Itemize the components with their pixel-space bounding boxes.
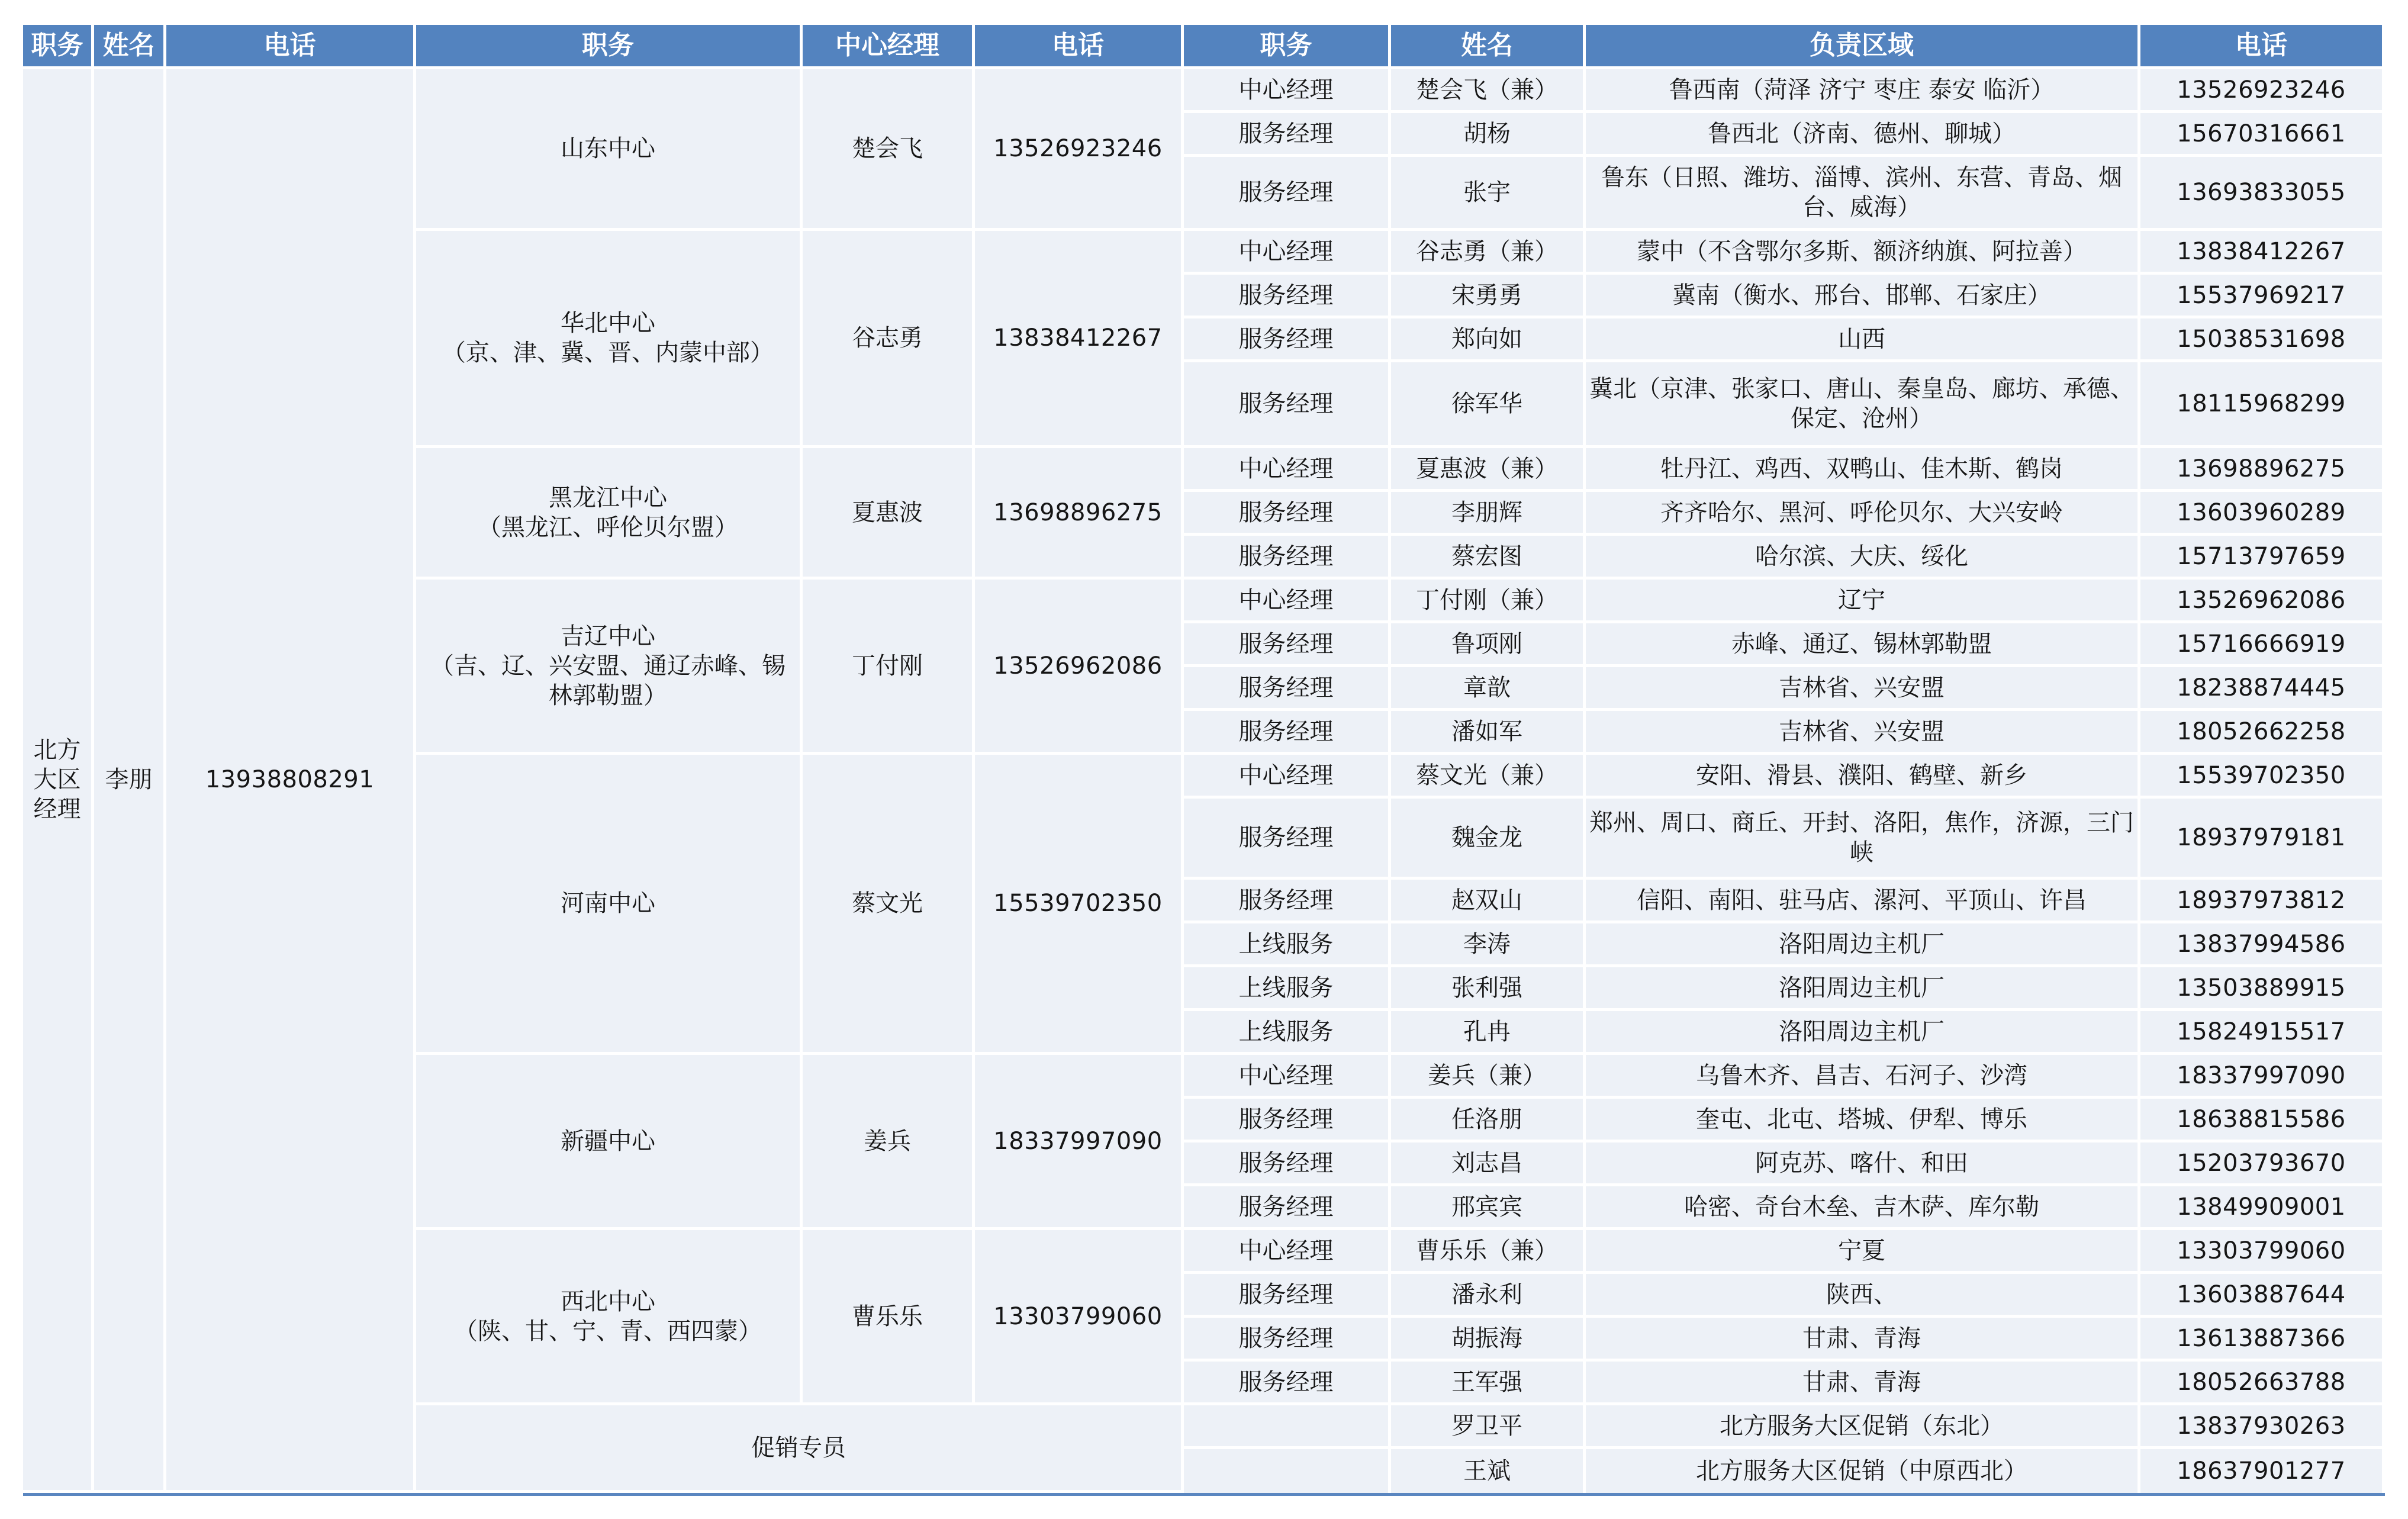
staff-phone: 18637901277 bbox=[2140, 1449, 2385, 1493]
staff-phone: 13526923246 bbox=[2140, 69, 2385, 113]
header-area: 负责区域 bbox=[1586, 25, 2140, 69]
staff-name: 郑向如 bbox=[1391, 318, 1586, 362]
center-phone: 13303799060 bbox=[975, 1230, 1184, 1405]
center-name bbox=[416, 1230, 803, 1405]
center-manager: 夏惠波 bbox=[803, 448, 975, 580]
staff-phone: 15670316661 bbox=[2140, 113, 2385, 157]
center-phone: 13526962086 bbox=[975, 580, 1184, 755]
center-coverage: （陕、甘、宁、青、西四蒙） bbox=[454, 1317, 762, 1345]
staff-name: 罗卫平 bbox=[1391, 1405, 1586, 1449]
staff-phone: 18337997090 bbox=[2140, 1055, 2385, 1099]
region-manager-phone: 13938808291 bbox=[166, 69, 416, 1493]
staff-name: 赵双山 bbox=[1391, 880, 1586, 923]
staff-area: 哈尔滨、大庆、绥化 bbox=[1586, 536, 2140, 580]
staff-name: 谷志勇（兼） bbox=[1391, 231, 1586, 275]
staff-name: 徐军华 bbox=[1391, 362, 1586, 448]
staff-role bbox=[1184, 1449, 1391, 1493]
header-staff-role: 职务 bbox=[1184, 25, 1391, 69]
staff-role: 服务经理 bbox=[1184, 1143, 1391, 1186]
staff-area: 洛阳周边主机厂 bbox=[1586, 923, 2140, 967]
staff-phone: 13693833055 bbox=[2140, 157, 2385, 231]
center-title: 河南中心 bbox=[561, 890, 655, 917]
staff-role: 服务经理 bbox=[1184, 157, 1391, 231]
header-name: 姓名 bbox=[94, 25, 166, 69]
staff-area: 安阳、滑县、濮阳、鹤壁、新乡 bbox=[1586, 755, 2140, 799]
staff-area: 齐齐哈尔、黑河、呼伦贝尔、大兴安岭 bbox=[1586, 492, 2140, 536]
region-title: 北方大区经理 bbox=[23, 69, 94, 1493]
center-title: 黑龙江中心 bbox=[549, 484, 667, 511]
center-name bbox=[416, 580, 803, 755]
center-coverage: （吉、辽、兴安盟、通辽赤峰、锡林郭勒盟） bbox=[430, 652, 786, 709]
staff-role: 服务经理 bbox=[1184, 1318, 1391, 1362]
staff-role: 中心经理 bbox=[1184, 755, 1391, 799]
center-title: 山东中心 bbox=[561, 135, 655, 162]
staff-role: 服务经理 bbox=[1184, 1274, 1391, 1318]
center-name bbox=[416, 448, 803, 580]
staff-role: 中心经理 bbox=[1184, 448, 1391, 492]
table-row bbox=[23, 69, 2385, 113]
staff-name: 邢宾宾 bbox=[1391, 1186, 1586, 1230]
staff-phone: 15824915517 bbox=[2140, 1011, 2385, 1055]
staff-role: 服务经理 bbox=[1184, 318, 1391, 362]
staff-area: 奎屯、北屯、塔城、伊犁、博乐 bbox=[1586, 1099, 2140, 1143]
staff-role: 中心经理 bbox=[1184, 1230, 1391, 1274]
staff-phone: 15713797659 bbox=[2140, 536, 2385, 580]
staff-phone: 13503889915 bbox=[2140, 967, 2385, 1011]
center-name bbox=[416, 755, 803, 1055]
staff-role: 服务经理 bbox=[1184, 623, 1391, 667]
table-body bbox=[23, 69, 2385, 1493]
staff-role: 服务经理 bbox=[1184, 1099, 1391, 1143]
staff-area: 赤峰、通辽、锡林郭勒盟 bbox=[1586, 623, 2140, 667]
center-title: 西北中心 bbox=[561, 1288, 655, 1315]
staff-role: 服务经理 bbox=[1184, 1362, 1391, 1405]
staff-phone: 15539702350 bbox=[2140, 755, 2385, 799]
staff-area: 冀南（衡水、邢台、邯郸、石家庄） bbox=[1586, 275, 2140, 318]
staff-name: 胡振海 bbox=[1391, 1318, 1586, 1362]
staff-name: 鲁项刚 bbox=[1391, 623, 1586, 667]
center-phone: 18337997090 bbox=[975, 1055, 1184, 1230]
header-center: 职务 bbox=[416, 25, 803, 69]
staff-name: 蔡文光（兼） bbox=[1391, 755, 1586, 799]
region-manager-name: 李朋 bbox=[94, 69, 166, 1493]
staff-role: 上线服务 bbox=[1184, 923, 1391, 967]
staff-area: 乌鲁木齐、昌吉、石河子、沙湾 bbox=[1586, 1055, 2140, 1099]
header-role: 职务 bbox=[23, 25, 94, 69]
staff-phone: 13303799060 bbox=[2140, 1230, 2385, 1274]
staff-area: 阿克苏、喀什、和田 bbox=[1586, 1143, 2140, 1186]
staff-phone: 13837994586 bbox=[2140, 923, 2385, 967]
staff-role: 中心经理 bbox=[1184, 231, 1391, 275]
staff-phone: 18937979181 bbox=[2140, 799, 2385, 880]
staff-name: 丁付刚（兼） bbox=[1391, 580, 1586, 623]
staff-area: 吉林省、兴安盟 bbox=[1586, 711, 2140, 755]
staff-area: 甘肃、青海 bbox=[1586, 1318, 2140, 1362]
staff-name: 蔡宏图 bbox=[1391, 536, 1586, 580]
staff-area: 鲁东（日照、潍坊、淄博、滨州、东营、青岛、烟台、威海） bbox=[1586, 157, 2140, 231]
staff-name: 宋勇勇 bbox=[1391, 275, 1586, 318]
staff-phone: 18115968299 bbox=[2140, 362, 2385, 448]
staff-phone: 15537969217 bbox=[2140, 275, 2385, 318]
staff-area: 吉林省、兴安盟 bbox=[1586, 667, 2140, 711]
staff-phone: 18638815586 bbox=[2140, 1099, 2385, 1143]
staff-name: 孔冉 bbox=[1391, 1011, 1586, 1055]
staff-role: 服务经理 bbox=[1184, 880, 1391, 923]
center-manager: 谷志勇 bbox=[803, 231, 975, 448]
staff-name: 李朋辉 bbox=[1391, 492, 1586, 536]
staff-name: 张利强 bbox=[1391, 967, 1586, 1011]
staff-phone: 13849909001 bbox=[2140, 1186, 2385, 1230]
staff-name: 王军强 bbox=[1391, 1362, 1586, 1405]
staff-area: 郑州、周口、商丘、开封、洛阳，焦作，济源，三门峡 bbox=[1586, 799, 2140, 880]
staff-phone: 18052662258 bbox=[2140, 711, 2385, 755]
center-title: 吉辽中心 bbox=[561, 622, 655, 650]
staff-phone: 13603887644 bbox=[2140, 1274, 2385, 1318]
staff-area: 鲁西北（济南、德州、聊城） bbox=[1586, 113, 2140, 157]
center-manager: 楚会飞 bbox=[803, 69, 975, 231]
staff-role bbox=[1184, 1405, 1391, 1449]
staff-area: 甘肃、青海 bbox=[1586, 1362, 2140, 1405]
staff-name: 潘永利 bbox=[1391, 1274, 1586, 1318]
staff-name: 魏金龙 bbox=[1391, 799, 1586, 880]
staff-role: 服务经理 bbox=[1184, 536, 1391, 580]
center-phone: 15539702350 bbox=[975, 755, 1184, 1055]
staff-name: 张宇 bbox=[1391, 157, 1586, 231]
staff-role: 服务经理 bbox=[1184, 711, 1391, 755]
staff-phone: 18238874445 bbox=[2140, 667, 2385, 711]
staff-name: 刘志昌 bbox=[1391, 1143, 1586, 1186]
header-center-manager: 中心经理 bbox=[803, 25, 975, 69]
staff-area: 洛阳周边主机厂 bbox=[1586, 967, 2140, 1011]
staff-phone: 13698896275 bbox=[2140, 448, 2385, 492]
staff-name: 曹乐乐（兼） bbox=[1391, 1230, 1586, 1274]
center-coverage: （京、津、冀、晋、内蒙中部） bbox=[442, 339, 774, 366]
center-manager: 曹乐乐 bbox=[803, 1230, 975, 1405]
header-row bbox=[23, 25, 2385, 69]
staff-role: 服务经理 bbox=[1184, 492, 1391, 536]
center-phone: 13698896275 bbox=[975, 448, 1184, 580]
staff-role: 服务经理 bbox=[1184, 799, 1391, 880]
staff-role: 服务经理 bbox=[1184, 1186, 1391, 1230]
header-staff-name: 姓名 bbox=[1391, 25, 1586, 69]
staff-area: 陕西、 bbox=[1586, 1274, 2140, 1318]
staff-phone: 13838412267 bbox=[2140, 231, 2385, 275]
staff-phone: 18052663788 bbox=[2140, 1362, 2385, 1405]
center-title: 新疆中心 bbox=[561, 1127, 655, 1155]
header-phone: 电话 bbox=[166, 25, 416, 69]
staff-phone: 15203793670 bbox=[2140, 1143, 2385, 1186]
staff-role: 服务经理 bbox=[1184, 113, 1391, 157]
staff-phone: 13613887366 bbox=[2140, 1318, 2385, 1362]
staff-role: 中心经理 bbox=[1184, 1055, 1391, 1099]
staff-area: 鲁西南（菏泽 济宁 枣庄 泰安 临沂） bbox=[1586, 69, 2140, 113]
staff-phone: 13526962086 bbox=[2140, 580, 2385, 623]
center-coverage: （黑龙江、呼伦贝尔盟） bbox=[478, 513, 738, 541]
staff-role: 服务经理 bbox=[1184, 667, 1391, 711]
staff-name: 胡杨 bbox=[1391, 113, 1586, 157]
staff-name: 姜兵（兼） bbox=[1391, 1055, 1586, 1099]
staff-area: 宁夏 bbox=[1586, 1230, 2140, 1274]
center-name bbox=[416, 1055, 803, 1230]
staff-phone: 18937973812 bbox=[2140, 880, 2385, 923]
staff-phone: 13603960289 bbox=[2140, 492, 2385, 536]
center-manager: 蔡文光 bbox=[803, 755, 975, 1055]
staff-role: 中心经理 bbox=[1184, 580, 1391, 623]
staff-area: 冀北（京津、张家口、唐山、秦皇岛、廊坊、承德、保定、沧州） bbox=[1586, 362, 2140, 448]
org-table bbox=[23, 25, 2385, 1496]
center-manager: 姜兵 bbox=[803, 1055, 975, 1230]
staff-name: 李涛 bbox=[1391, 923, 1586, 967]
staff-phone: 15038531698 bbox=[2140, 318, 2385, 362]
staff-role: 中心经理 bbox=[1184, 69, 1391, 113]
staff-area: 辽宁 bbox=[1586, 580, 2140, 623]
staff-name: 章歆 bbox=[1391, 667, 1586, 711]
promo-label: 促销专员 bbox=[416, 1405, 1184, 1493]
staff-area: 蒙中（不含鄂尔多斯、额济纳旗、阿拉善） bbox=[1586, 231, 2140, 275]
staff-area: 信阳、南阳、驻马店、漯河、平顶山、许昌 bbox=[1586, 880, 2140, 923]
header-staff-phone: 电话 bbox=[2140, 25, 2385, 69]
staff-area: 山西 bbox=[1586, 318, 2140, 362]
center-phone: 13838412267 bbox=[975, 231, 1184, 448]
staff-name: 王斌 bbox=[1391, 1449, 1586, 1493]
staff-name: 任洛朋 bbox=[1391, 1099, 1586, 1143]
staff-role: 服务经理 bbox=[1184, 362, 1391, 448]
staff-role: 上线服务 bbox=[1184, 967, 1391, 1011]
staff-area: 牡丹江、鸡西、双鸭山、佳木斯、鹤岗 bbox=[1586, 448, 2140, 492]
header-center-phone: 电话 bbox=[975, 25, 1184, 69]
staff-area: 洛阳周边主机厂 bbox=[1586, 1011, 2140, 1055]
staff-name: 潘如军 bbox=[1391, 711, 1586, 755]
center-name bbox=[416, 69, 803, 231]
staff-phone: 15716666919 bbox=[2140, 623, 2385, 667]
staff-area: 哈密、奇台木垒、吉木萨、库尔勒 bbox=[1586, 1186, 2140, 1230]
staff-area: 北方服务大区促销（中原西北） bbox=[1586, 1449, 2140, 1493]
staff-area: 北方服务大区促销（东北） bbox=[1586, 1405, 2140, 1449]
center-phone: 13526923246 bbox=[975, 69, 1184, 231]
center-name bbox=[416, 231, 803, 448]
center-title: 华北中心 bbox=[561, 310, 655, 337]
staff-name: 楚会飞（兼） bbox=[1391, 69, 1586, 113]
staff-phone: 13837930263 bbox=[2140, 1405, 2385, 1449]
staff-role: 服务经理 bbox=[1184, 275, 1391, 318]
staff-role: 上线服务 bbox=[1184, 1011, 1391, 1055]
staff-name: 夏惠波（兼） bbox=[1391, 448, 1586, 492]
center-manager: 丁付刚 bbox=[803, 580, 975, 755]
